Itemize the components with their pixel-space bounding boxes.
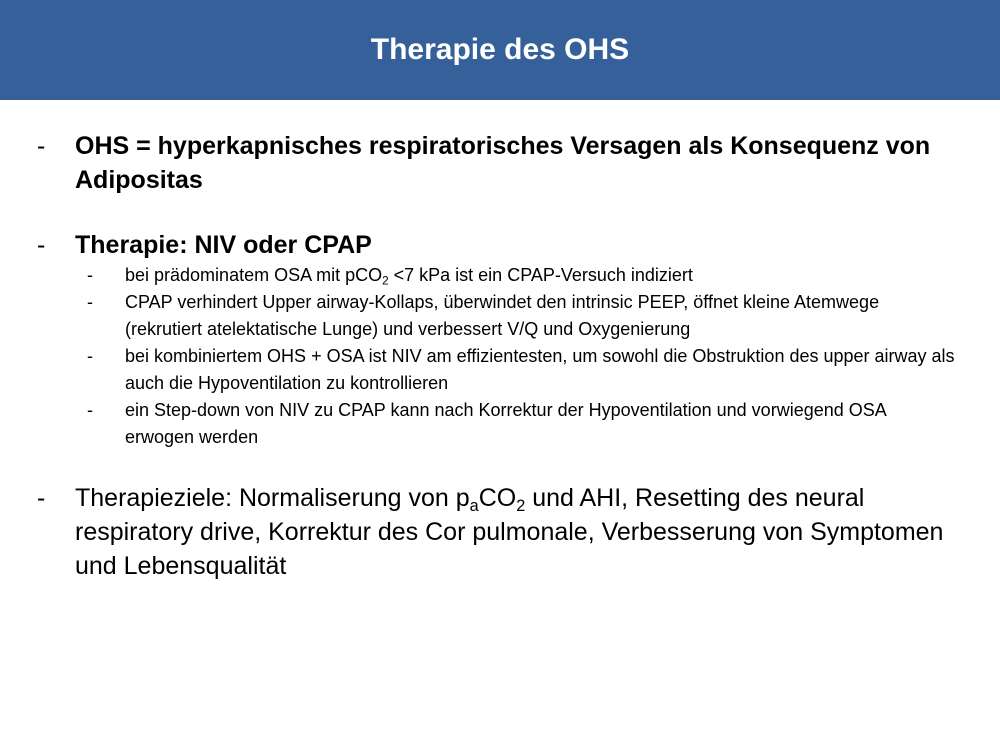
sub-bullet-dash: - bbox=[87, 265, 93, 285]
bullet-dash: - bbox=[37, 231, 46, 259]
bullet-text: Therapieziele: Normaliserung von $p_aCO_2$ und AHI, Resetting des neural respiratory drive, Korrektur des Cor pulmonale, Verbesserung von Symptomen und Lebensqualität bbox=[75, 484, 944, 580]
slide-title: Therapie des OHS bbox=[370, 33, 630, 66]
sub-bullet-text: bei kombiniertem OHS + OSA ist NIV am effizientesten, um sowohl die Obstruktion des upper airway als auch die Hypoventilation zu kontrollieren bbox=[125, 346, 955, 393]
bullet-ohs-definition bbox=[37, 129, 967, 197]
bullet-dash: - bbox=[37, 484, 46, 512]
bullet-text: OHS = hyperkapnisches respiratorisches Versagen als Konsequenz von Adipositas bbox=[75, 132, 931, 194]
sub-bullet-dash: - bbox=[87, 292, 93, 312]
bullet-dash: - bbox=[37, 132, 46, 160]
sub-bullet-text: bei prädominatem OSA mit pCO$_2$ <7 kPa ist ein CPAP-Versuch indiziert bbox=[125, 265, 693, 288]
sub-bullet-dash: - bbox=[87, 400, 93, 420]
sub-bullet-text: ein Step-down von NIV zu CPAP kann nach Korrektur der Hypoventilation und vorwiegend OSA erwogen werden bbox=[125, 400, 886, 447]
sub-bullet-step-down bbox=[87, 397, 957, 451]
sub-bullet-dash: - bbox=[87, 346, 93, 366]
bullet-therapy bbox=[37, 228, 967, 451]
bullet-text: Therapie: NIV oder CPAP bbox=[75, 231, 372, 259]
sub-bullet-cpap-effects bbox=[87, 289, 957, 343]
title-bar bbox=[0, 0, 1000, 100]
bullet-therapy-goals bbox=[37, 481, 967, 583]
sub-bullet-text: CPAP verhindert Upper airway-Kollaps, überwindet den intrinsic PEEP, öffnet kleine Atemwege (rekrutiert atelektatische Lunge) und verbessert V/Q und Oxygenierung bbox=[125, 292, 880, 339]
sub-bullet-niv-combined bbox=[87, 343, 957, 397]
sub-bullet-cpap-trial bbox=[87, 262, 957, 289]
